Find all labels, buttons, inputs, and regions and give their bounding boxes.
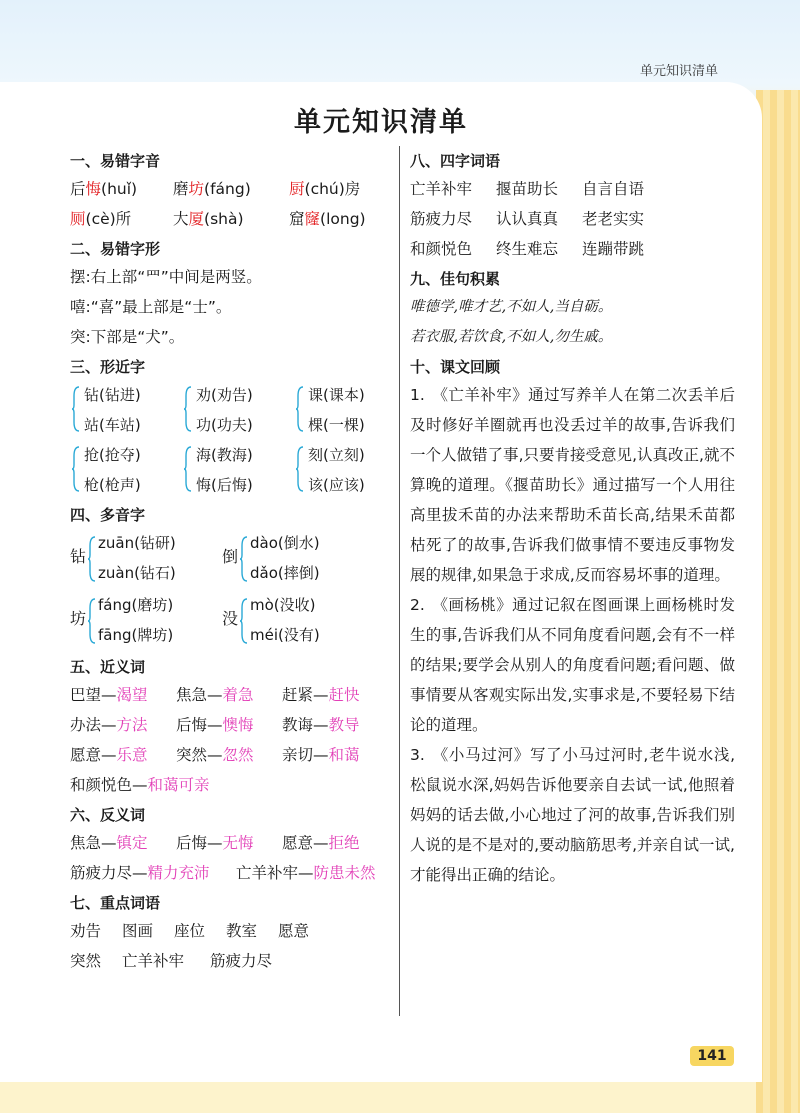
- brace-icon: [184, 386, 192, 416]
- section-title: 十、课文回顾: [410, 358, 501, 376]
- pronunciation-row: [70, 174, 400, 204]
- word: 愿意—: [282, 834, 329, 852]
- word: 站(车站): [84, 416, 141, 434]
- keyword: 劝告: [70, 922, 102, 940]
- paragraph-text: 《画杨桃》通过记叙在图画课上画杨桃时发生的事,告诉我们从不同角度看问题,会有不一样的结果;要学会从别人的角度看问题;看问题、做事情要从客观实际出发,实事求是,不要轻易下结论的道理。: [410, 596, 735, 734]
- text: 磨: [173, 180, 189, 198]
- synonym-row: [70, 740, 400, 770]
- pinyin: (huǐ): [101, 180, 138, 198]
- answer: 精力充沛: [147, 864, 210, 882]
- word: 枪(枪声): [84, 476, 141, 494]
- pair: [190, 380, 300, 440]
- word: 亡羊补牢—: [236, 864, 314, 882]
- word: 劝(劝告): [196, 386, 253, 404]
- section-title: 三、形近字: [70, 358, 146, 376]
- page-edge-stripes: [756, 90, 800, 1113]
- running-header: 单元知识清单: [639, 64, 718, 79]
- entry: [70, 174, 173, 204]
- pair: [302, 380, 412, 440]
- answer: 镇定: [116, 834, 148, 852]
- word: 巴望—: [70, 686, 117, 704]
- pinyin: (long): [320, 210, 366, 228]
- error-char: 窿: [304, 210, 321, 228]
- word: 焦急—: [176, 686, 223, 704]
- section-title: 一、易错字音: [70, 152, 161, 170]
- word: 海(教海): [196, 446, 253, 464]
- keyword: 座位: [174, 922, 206, 940]
- review-paragraph: [410, 380, 735, 590]
- idiom-row: [410, 234, 735, 264]
- synonym-row: [70, 770, 400, 800]
- word: 棵(一棵): [308, 416, 365, 434]
- idiom: 自言自语: [582, 180, 645, 198]
- polyphone-row: [70, 590, 400, 652]
- word: 钻(钻进): [84, 386, 141, 404]
- idiom: 和颜悦色: [410, 240, 473, 258]
- pair: [282, 740, 360, 770]
- answer: 和蔼: [328, 746, 360, 764]
- brace-icon: [72, 386, 80, 416]
- similar-char-group: [70, 440, 400, 500]
- similar-char-group: [70, 380, 400, 440]
- keyword-row: [70, 946, 400, 976]
- entry: [70, 204, 173, 234]
- text: 窟: [289, 210, 305, 228]
- idiom: 亡羊补牢: [410, 180, 473, 198]
- word: 后悔—: [176, 716, 223, 734]
- answer: 忽然: [222, 746, 254, 764]
- paragraph-text: 《亡羊补牢》通过写养羊人在第二次丢羊后及时修好羊圈就再也没丢过羊的故事,告诉我们一个人做错了事,只要肯接受意见,认真改正,就不算晚的道理。《揠苗助长》通过描写一个人用往高里拔禾苗的办法来帮助禾苗长高,结果禾苗都枯死了的故事,告诉我们做事情不要违反事物发展的规律,如果急于求成,反而容易坏事的道理。: [410, 386, 735, 584]
- keyword: 筋疲力尽: [210, 952, 273, 970]
- left-column: [70, 146, 400, 976]
- char: 钻: [70, 547, 87, 566]
- review-paragraph: [410, 740, 735, 890]
- page-number: 141: [690, 1046, 734, 1066]
- pinyin: (cè)所: [85, 210, 132, 228]
- reading: mò(没收): [250, 596, 316, 614]
- char: 坊: [70, 609, 87, 628]
- entry: [173, 204, 289, 234]
- reading: dǎo(摔倒): [250, 564, 320, 582]
- review-paragraph: [410, 590, 735, 740]
- glyph-note: 嘻:“喜”最上部是“士”。: [70, 298, 232, 316]
- pinyin: (chú)房: [304, 180, 361, 198]
- keyword: 教室: [226, 922, 258, 940]
- item-number: 2.: [410, 596, 425, 614]
- pair: [70, 680, 176, 710]
- reading: fáng(磨坊): [98, 596, 174, 614]
- word: 焦急—: [70, 834, 117, 852]
- answer: 和蔼可亲: [147, 776, 210, 794]
- reading: fāng(牌坊): [98, 626, 174, 644]
- section-title: 五、近义词: [70, 658, 146, 676]
- pronunciation-row: [70, 204, 400, 234]
- right-column: [410, 146, 735, 890]
- section-title: 九、佳句积累: [410, 270, 501, 288]
- idiom-row: [410, 204, 735, 234]
- brace-icon: [184, 446, 192, 476]
- brace-icon: [240, 536, 248, 582]
- section-title: 七、重点词语: [70, 894, 161, 912]
- section-title: 二、易错字形: [70, 240, 161, 258]
- pair: [302, 440, 412, 500]
- glyph-note: 摆:右上部“罒”中间是两竖。: [70, 268, 262, 286]
- polyphone-row: [70, 528, 400, 590]
- antonym-row: [70, 828, 400, 858]
- pair: [282, 710, 360, 740]
- quote-line: 唯德学,唯才艺,不如人,当自砺。: [410, 299, 613, 315]
- error-char: 悔: [85, 180, 102, 198]
- glyph-note: 突:下部是“犬”。: [70, 328, 185, 346]
- reading: dào(倒水): [250, 534, 320, 552]
- error-char: 厦: [188, 210, 205, 228]
- entry: [289, 204, 366, 234]
- antonym-row: [70, 858, 400, 888]
- word: 课(课本): [308, 386, 365, 404]
- brace-icon: [72, 446, 80, 476]
- word: 功(功夫): [196, 416, 253, 434]
- answer: 方法: [116, 716, 148, 734]
- word: 后悔—: [176, 834, 223, 852]
- word: 赶紧—: [282, 686, 329, 704]
- idiom: 连蹦带跳: [582, 240, 645, 258]
- synonym-row: [70, 680, 400, 710]
- entry: [289, 174, 360, 204]
- error-char: 坊: [188, 180, 205, 198]
- word: 该(应该): [308, 476, 365, 494]
- word: 刻(立刻): [308, 446, 365, 464]
- item-number: 1.: [410, 386, 425, 404]
- char: 倒: [222, 547, 239, 566]
- reading: zuàn(钻石): [98, 564, 176, 582]
- page-title: 单元知识清单: [294, 107, 468, 138]
- pair: [78, 380, 188, 440]
- answer: 教导: [328, 716, 360, 734]
- reading: méi(没有): [250, 626, 320, 644]
- pair: [176, 710, 282, 740]
- answer: 渴望: [116, 686, 148, 704]
- idiom-row: [410, 174, 735, 204]
- idiom: 筋疲力尽: [410, 210, 473, 228]
- entry: [173, 174, 289, 204]
- error-char: 厨: [289, 180, 305, 198]
- brace-icon: [88, 598, 96, 644]
- answer: 拒绝: [328, 834, 360, 852]
- idiom: 终生难忘: [496, 240, 559, 258]
- keyword: 亡羊补牢: [122, 952, 185, 970]
- pair: [282, 680, 360, 710]
- answer: 无悔: [222, 834, 254, 852]
- idiom: 老老实实: [582, 210, 645, 228]
- word: 和颜悦色—: [70, 776, 148, 794]
- text: 大: [173, 210, 189, 228]
- word: 办法—: [70, 716, 117, 734]
- char: 没: [222, 609, 239, 628]
- answer: 懊悔: [222, 716, 254, 734]
- section-title: 四、多音字: [70, 506, 146, 524]
- answer: 着急: [222, 686, 254, 704]
- brace-icon: [240, 598, 248, 644]
- section-title: 八、四字词语: [410, 152, 501, 170]
- reading: zuān(钻研): [98, 534, 176, 552]
- pair: [176, 828, 282, 858]
- brace-icon: [88, 536, 96, 582]
- word: 教诲—: [282, 716, 329, 734]
- paragraph-text: 《小马过河》写了小马过河时,老牛说水浅,松鼠说水深,妈妈告诉他要亲自去试一试,他照着妈妈的话去做,小心地过了河的故事,告诉我们别人说的是不是对的,要动脑筋思考,并亲自试一试,才能得出正确的结论。: [410, 746, 735, 884]
- error-char: 厕: [70, 210, 86, 228]
- section-title: 六、反义词: [70, 806, 146, 824]
- answer: 防患未然: [313, 864, 376, 882]
- quote-line: 若衣服,若饮食,不如人,勿生戚。: [410, 329, 613, 345]
- answer: 赶快: [328, 686, 360, 704]
- item-number: 3.: [410, 746, 425, 764]
- answer: 乐意: [116, 746, 148, 764]
- pair: [176, 680, 282, 710]
- idiom: 揠苗助长: [496, 180, 559, 198]
- word: 抢(抢夺): [84, 446, 141, 464]
- brace-icon: [296, 386, 304, 416]
- brace-icon: [296, 446, 304, 476]
- word: 亲切—: [282, 746, 329, 764]
- keyword: 愿意: [278, 922, 310, 940]
- keyword-row: [70, 916, 400, 946]
- pair: [70, 740, 176, 770]
- pair: [282, 828, 360, 858]
- pair: [70, 858, 236, 888]
- word: 筋疲力尽—: [70, 864, 148, 882]
- idiom: 认认真真: [496, 210, 559, 228]
- pair: [70, 710, 176, 740]
- pair: [190, 440, 300, 500]
- text: 后: [70, 180, 86, 198]
- pair: [70, 828, 176, 858]
- pinyin: (shà): [204, 210, 244, 228]
- synonym-row: [70, 710, 400, 740]
- pinyin: (fáng): [204, 180, 251, 198]
- word: 突然—: [176, 746, 223, 764]
- pair: [176, 740, 282, 770]
- keyword: 突然: [70, 952, 102, 970]
- word: 愿意—: [70, 746, 117, 764]
- word: 悔(后悔): [196, 476, 253, 494]
- keyword: 图画: [122, 922, 154, 940]
- pair: [78, 440, 188, 500]
- pair: [236, 858, 376, 888]
